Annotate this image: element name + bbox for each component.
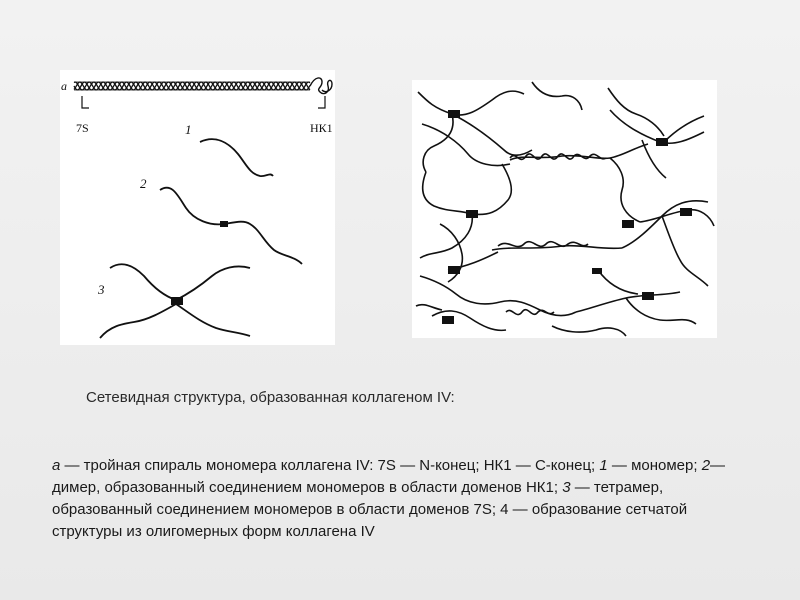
triple-helix	[74, 82, 310, 90]
label-1: 1	[185, 122, 192, 137]
diagram-panel-left	[60, 70, 335, 345]
caption-segment: — димер, образованный соединением мономеров в области доменов НК1;	[52, 457, 726, 496]
bracket-7s	[82, 96, 89, 108]
tetramer-junction	[171, 297, 183, 305]
network-junctions	[442, 110, 692, 324]
label-a: а	[61, 79, 67, 93]
dimer-strand	[160, 188, 302, 264]
monomer-dimer-tetramer-diagram	[60, 70, 335, 345]
network-strands	[416, 82, 714, 336]
bracket-nk1	[318, 96, 325, 108]
caption-segment: — тетрамер, образованный соединением мономеров в области доменов 7S; 4 — образование сетчатой структуры из олигомерных форм коллагена IV	[52, 479, 688, 540]
caption-body	[52, 455, 752, 543]
label-2: 2	[140, 176, 147, 191]
label-nk1: НК1	[310, 121, 333, 135]
caption-segment: 3	[562, 479, 571, 496]
caption-segment: — мономер;	[607, 457, 702, 474]
caption-segment: 2	[701, 457, 711, 474]
dimer-junction	[220, 221, 228, 227]
caption-segment: — тройная спираль мономера коллагена IV: 7S — N-конец; НК1 — С-конец;	[60, 457, 600, 474]
caption-title: Сетевидная структура, образованная коллагеном IV:	[86, 389, 455, 406]
caption-segment: а	[52, 457, 61, 474]
monomer-strand	[200, 139, 273, 176]
diagram-panel-right	[412, 80, 717, 338]
caption-segment: 1	[599, 457, 608, 474]
network-structure-diagram	[412, 80, 717, 338]
label-7s: 7S	[76, 121, 89, 135]
nk1-domain-globule	[310, 78, 332, 94]
label-3: 3	[98, 282, 105, 297]
